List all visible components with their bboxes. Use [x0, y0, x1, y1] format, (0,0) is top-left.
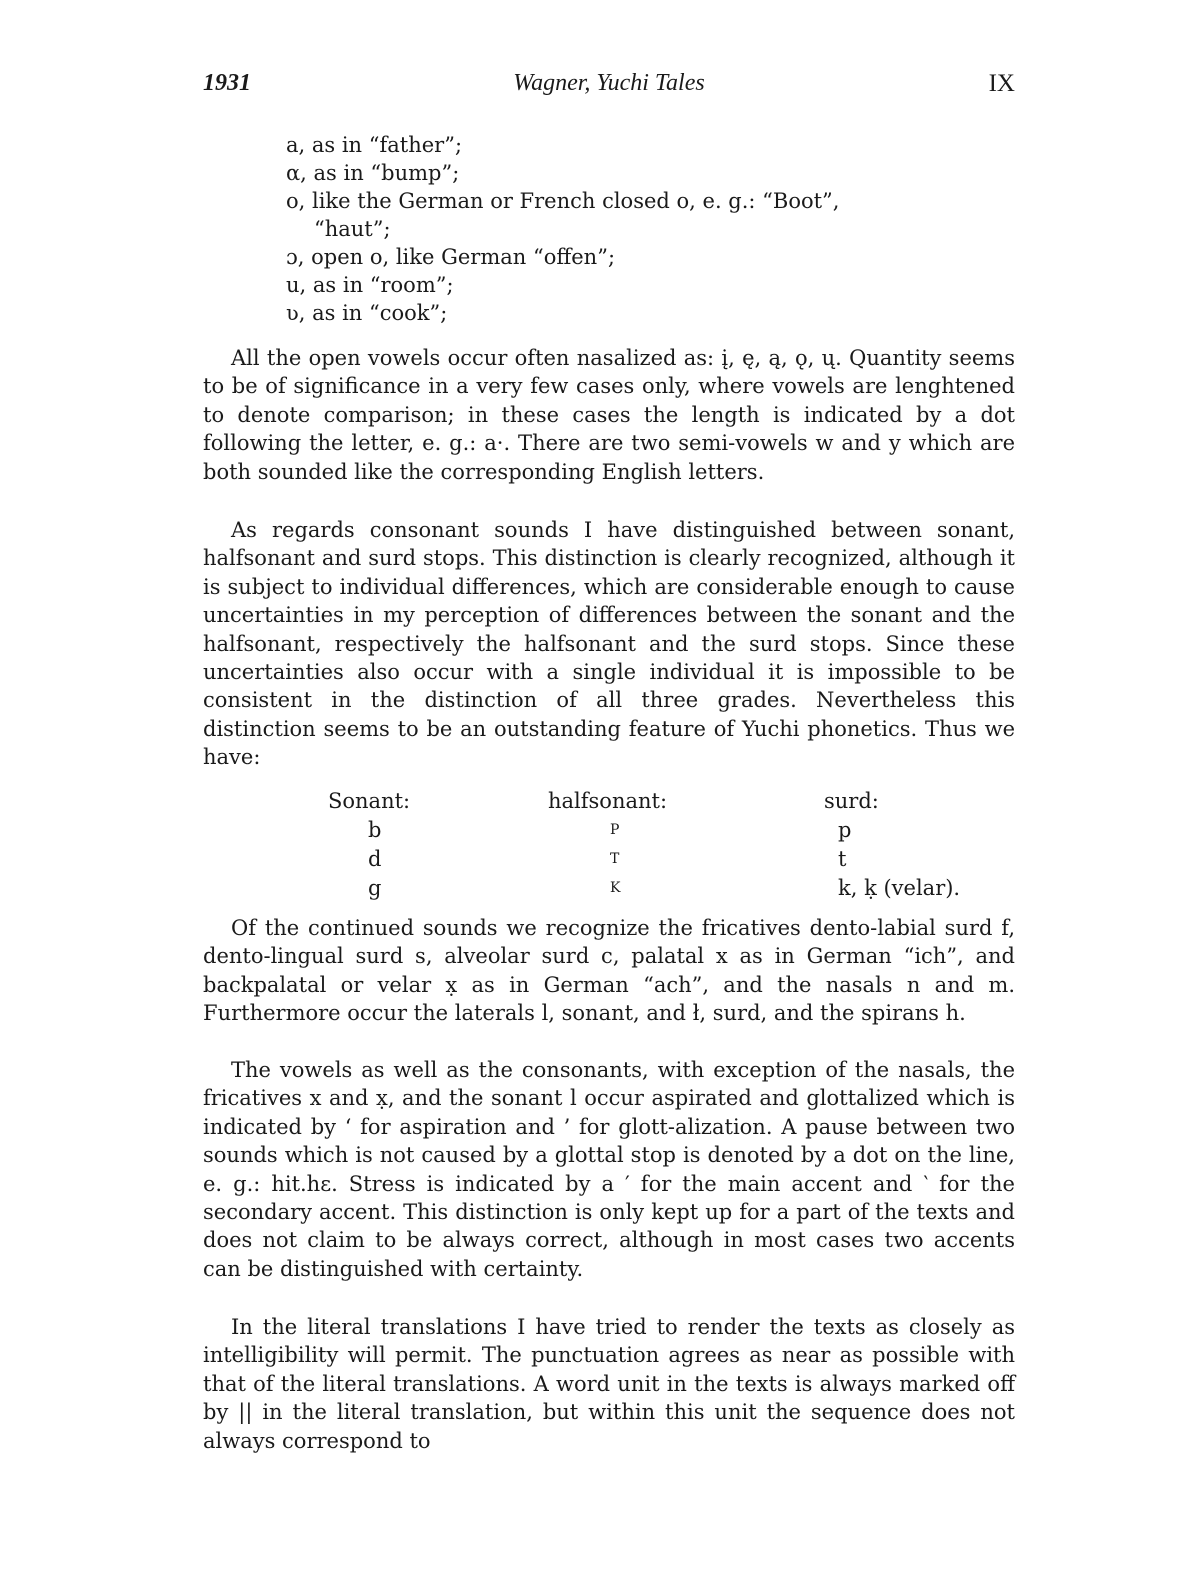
column-header: Sonant: [328, 789, 411, 813]
vowel-line-continuation: “haut”; [314, 217, 391, 241]
paragraph-literal-translations [203, 1313, 1015, 1455]
table-cell: K [610, 880, 621, 896]
paragraph-text: All the open vowels occur often nasalized as: į, ę, ą, ǫ, ų. Quantity seems to be of significance in a very few cases only, where vowels are lenghtened to denote comparison; in these cases the length is indicated by a dot following the letter, e. g.: a·. There are two semi-vowels w and y which are both sounded like the corresponding English letters. [203, 346, 1015, 484]
vowel-list [286, 131, 986, 327]
table-cell: g [368, 876, 382, 900]
paragraph-text: The vowels as well as the consonants, with exception of the nasals, the fricatives x and x̣, and the sonant l occur aspirated and glottalized which is indicated by ‘ for aspiration and ’ for glott-alization. A pause between two sounds which is not caused by a glottal stop is denoted by a dot on the line, e. g.: hit.hɛ. Stress is indicated by a ′ for the main accent and ‵ for the secondary accent. This distinction is only kept up for a part of the texts and does not claim to be always correct, although in most cases two accents can be distinguished with certainty. [203, 1058, 1015, 1281]
header-year: 1931 [203, 70, 251, 96]
paragraph-text: As regards consonant sounds I have distinguished between sonant, halfsonant and surd stops. This distinction is clearly recognized, although it is subject to individual differences, which are considerable enough to cause uncertainties in my perception of differences between the sonant and the halfsonant, respectively the halfsonant and the surd stops. Since these uncertainties also occur with a single individual it is impossible to be consistent in the distinction of all three grades. Nevertheless this distinction seems to be an outstanding feature of Yuchi phonetics. Thus we have: [203, 518, 1015, 770]
surd-column [824, 787, 1004, 903]
table-cell: T [610, 851, 620, 867]
table-cell: P [610, 822, 620, 838]
halfsonant-column [548, 787, 708, 903]
vowel-line: ʋ, as in “cook”; [286, 301, 448, 325]
stops-table [328, 787, 998, 903]
vowel-line: α, as in “bump”; [286, 161, 460, 185]
table-cell: t [838, 847, 847, 871]
vowel-line: u, as in “room”; [286, 273, 454, 297]
paragraph-nasalized-vowels [203, 344, 1015, 486]
paragraph-consonant-stops [203, 516, 1015, 772]
header-title: Wagner, Yuchi Tales [513, 70, 705, 96]
table-cell: k, ḳ (velar). [838, 876, 961, 900]
table-cell: p [838, 818, 852, 842]
column-header: halfsonant: [548, 789, 668, 813]
paragraph-text: Of the continued sounds we recognize the fricatives dento-labial surd f, dento-lingual surd s, alveolar surd c, palatal x as in German “ich”, and backpalatal or velar x̣ as in German “ach”, and the nasals n and m. Furthermore occur the laterals l, sonant, and ł, surd, and the spirans h. [203, 916, 1015, 1026]
vowel-line: a, as in “father”; [286, 133, 463, 157]
paragraph-text: In the literal translations I have tried to render the texts as closely as intelligibility will permit. The punctuation agrees as near as possible with that of the literal translations. A word unit in the texts is always marked off by || in the literal translation, but within this unit the sequence does not always correspond to [203, 1315, 1015, 1453]
paragraph-continued-sounds [203, 914, 1015, 1028]
sonant-column [328, 787, 438, 903]
table-cell: d [368, 847, 382, 871]
paragraph-aspiration-glottalization [203, 1056, 1015, 1283]
table-cell: b [368, 818, 382, 842]
column-header: surd: [824, 789, 879, 813]
vowel-line: o, like the German or French closed o, e. g.: “Boot”, [286, 189, 840, 213]
page-number: IX [988, 70, 1015, 97]
running-header [203, 70, 1015, 106]
vowel-line: ɔ, open o, like German “offen”; [286, 245, 616, 269]
